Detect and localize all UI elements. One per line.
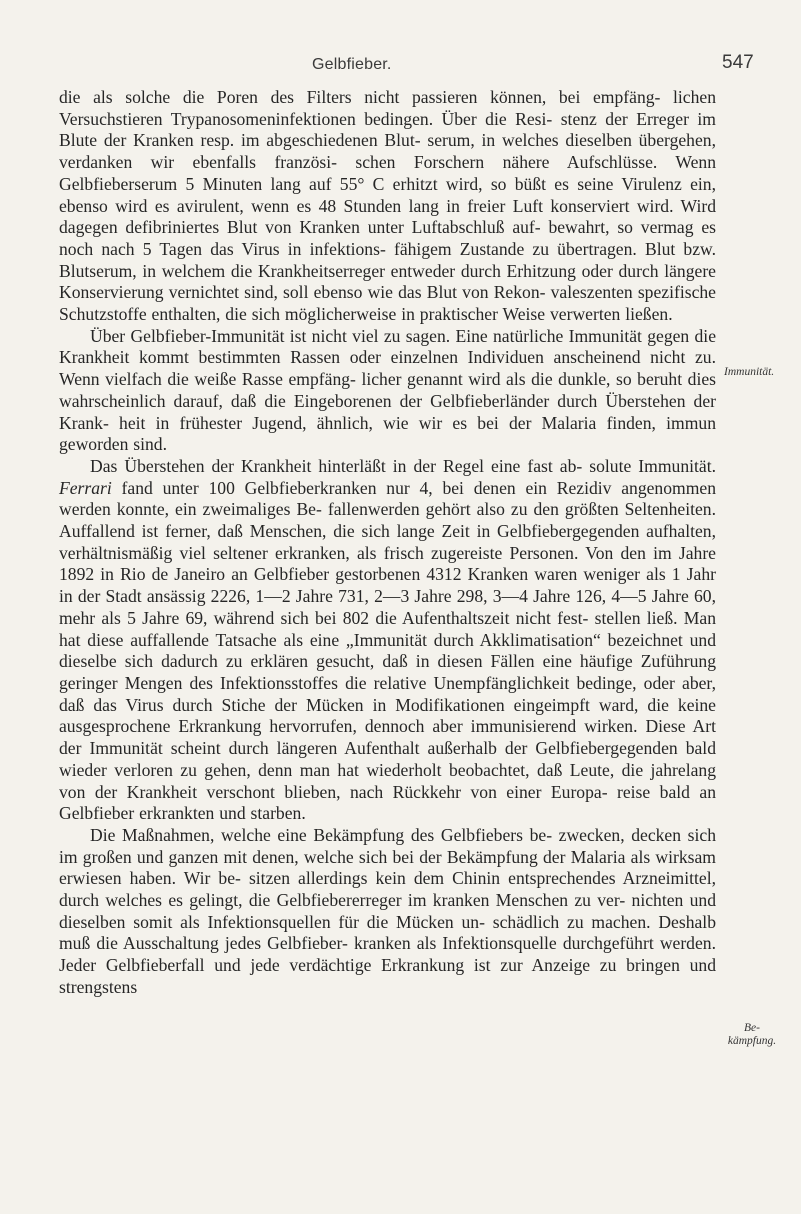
paragraph-combat: Die Maßnahmen, welche eine Bekämpfung des Gelbfiebers be- zwecken, decken sich im großen und ganzen mit denen, welche sich bei der Bekämpfung der Malaria als wirksam erwiesen haben. Wir be- sitzen allerdings kein dem Chinin entsprechendes Arzneimittel, durch welches es gelingt, die Gelbfiebererreger im kranken Menschen zu ver- nichten und dieselben somit als Infektionsquellen für die Mücken un- schädlich zu machen. Deshalb muß die Ausschaltung jedes Gelbfieber- kranken als Infektionsquelle durchgeführt werden. Jeder Gelbfieberfall und jede verdächtige Erkrankung ist zur Anzeige zu bringen und strengstens — [59, 824, 716, 997]
margin-note-combat-line2: kämpfung. — [727, 1035, 777, 1047]
margin-note-combat — [722, 1022, 782, 1048]
paragraph-survival-start: Das Überstehen der Krankheit hinterläßt in der Regel eine fast ab- solute Immunität. — [90, 455, 716, 476]
page-number: 547 — [722, 52, 754, 73]
margin-note-combat-line1: Be- — [744, 1022, 760, 1034]
author-name-ferrari: Ferrari — [59, 477, 112, 498]
body-text — [59, 87, 716, 999]
margin-note-immunity: Immunität. — [724, 366, 775, 378]
paragraph-serum: die als solche die Poren des Filters nicht passieren können, bei empfäng- lichen Versuchstieren Trypanosomeninfektionen bedingen. Über die Resi- stenz der Erreger im Blute der Kranken resp. im abgeschiedenen Blut- serum, in welches dieselben übergehen, verdanken wir ebenfalls französi- schen Forschern nähere Aufschlüsse. Wenn Gelbfieberserum 5 Minuten lang auf 55° C erhitzt wird, so büßt es seine Virulenz ein, ebenso wird es avirulent, wenn es 48 Stunden lang in freier Luft konserviert wird. Wird dagegen defibriniertes Blut von Kranken unter Luftabschluß auf- bewahrt, so vermag es noch nach 5 Tagen das Virus in infektions- fähigem Zustande zu übertragen. Blut bzw. Blutserum, in welchem die Krankheitserreger entweder durch Erhitzung oder durch längere Konservierung vernichtet sind, soll ebenso wie das Blut von Rekon- valeszenten spezifische Schutzstoffe enthalten, die sich möglicherweise in praktischer Weise verwerten ließen. — [59, 87, 716, 325]
paragraph-survival — [59, 456, 716, 825]
paragraph-immunity: Über Gelbfieber-Immunität ist nicht viel zu sagen. Eine natürliche Immunität gegen die Krankheit kommt bestimmten Rassen oder einzelnen Individuen anscheinend nicht zu. Wenn vielfach die weiße Rasse empfäng- licher genannt wird als die dunkle, so beruht dies wahrscheinlich darauf, daß die Eingeborenen der Gelbfieberländer durch Überstehen der Krank- heit in frühester Jugend, ähnlich, wie wir es bei der Malaria finden, immun geworden sind. — [59, 325, 716, 455]
running-title: Gelbfieber. — [312, 56, 392, 73]
paragraph-survival-rest: fand unter 100 Gelbfieberkranken nur 4, bei denen ein Rezidiv angenommen werden konnte, ein zweimaliges Be- fallenwerden gehört also zu den größten Seltenheiten. Auffallend ist ferner, daß Menschen, die sich lange Zeit in Gelbfiebergegenden aufhalten, verhältnismäßig viel seltener erkranken, als frisch zugereiste Personen. Von den im Jahre 1892 in Rio de Janeiro an Gelbfieber gestorbenen 4312 Kranken waren weniger als 1 Jahr in der Stadt ansässig 2226, 1—2 Jahre 731, 2—3 Jahre 298, 3—4 Jahre 126, 4—5 Jahre 60, mehr als 5 Jahre 69, während sich bei 802 die Aufenthaltszeit nicht fest- stellen ließ. Man hat diese auffallende Tatsache als eine „Immunität durch Akklimatisation“ bezeichnet und dieselbe sich dadurch zu erklären gesucht, daß in diesen Fällen eine häufige Zuführung geringer Mengen des Infektionsstoffes die relative Unempfänglichkeit bedinge, oder aber, daß das Virus durch Stiche der Mücken in Modifikationen eingeimpft ward, die keine ausgesprochene Erkrankung hervorrufen, dennoch aber immunisierend wirken. Diese Art der Immunität scheint durch längeren Aufenthalt außerhalb der Gelbfiebergegenden bald wieder verloren zu gehen, denn man hat wiederholt beobachtet, daß Leute, die jahrelang von der Krankheit verschont blieben, nach Rückkehr von einer Europa- reise bald an Gelbfieber erkrankten und starben. — [59, 477, 716, 824]
